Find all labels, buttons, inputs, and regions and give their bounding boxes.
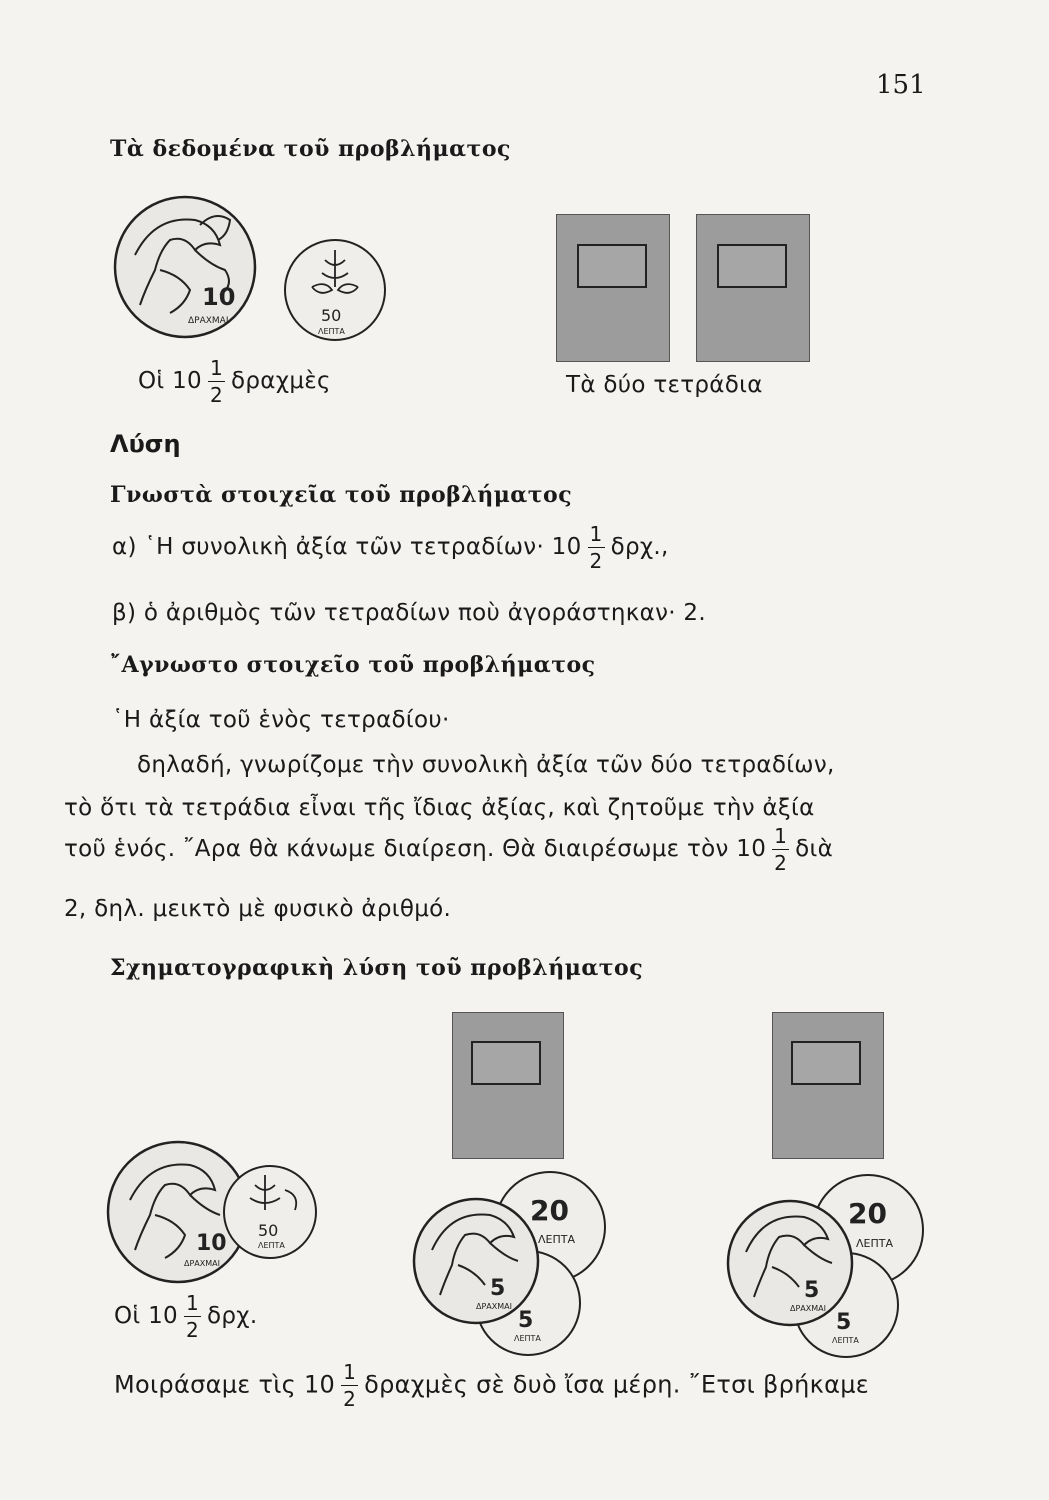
notebook-1 bbox=[556, 214, 670, 362]
svg-text:5: 5 bbox=[836, 1310, 852, 1335]
coins-illustration-top bbox=[100, 195, 400, 355]
unknown-line-5: 2, δηλ. μεικτὸ μὲ φυσικὸ ἀριθμό. bbox=[64, 896, 452, 922]
final-line: Μοιράσαμε τὶς 10 $\frac{1}{2}$ δραχμὲς σὲ δυὸ ἴσα μέρη. ῎Ετσι βρήκαμε bbox=[114, 1360, 870, 1411]
caption-notebooks: Τὰ δύο τετράδια bbox=[566, 372, 763, 398]
svg-text:ΔΡΑΧΜΑΙ: ΔΡΑΧΜΑΙ bbox=[188, 316, 229, 326]
svg-text:5: 5 bbox=[490, 1276, 506, 1301]
notebook-2 bbox=[696, 214, 810, 362]
known-data-title: Γνωστὰ στοιχεῖα τοῦ προβλήματος bbox=[110, 482, 573, 508]
section-title-given: Τὰ δεδομένα τοῦ προβλήματος bbox=[110, 136, 511, 162]
unknown-line-3: τὸ ὅτι τὰ τετράδια εἶναι τῆς ἴδιας ἀξίας, καὶ ζητοῦμε τὴν ἀξία bbox=[64, 795, 815, 821]
notebook-4 bbox=[772, 1012, 884, 1159]
coins-illustration-bottom-left bbox=[100, 1130, 330, 1290]
coins-illustration-bottom-middle bbox=[410, 1165, 610, 1365]
coins-illustration-bottom-right bbox=[718, 1165, 928, 1365]
unknown-line-4: τοῦ ἑνός. ῎Αρα θὰ κάνωμε διαίρεση. Θὰ διαιρέσωμε τὸν 10 $\frac{1}{2}$ διὰ bbox=[64, 824, 834, 875]
five-drachma-coin-2 bbox=[728, 1201, 852, 1325]
svg-text:20: 20 bbox=[848, 1197, 887, 1230]
svg-text:10: 10 bbox=[196, 1231, 227, 1256]
unknown-line-1: ῾Η ἀξία τοῦ ἑνὸς τετραδίου· bbox=[112, 707, 450, 733]
svg-text:50: 50 bbox=[258, 1221, 279, 1240]
svg-text:ΛΕΠΤΑ: ΛΕΠΤΑ bbox=[538, 1233, 575, 1246]
five-drachma-coin bbox=[414, 1199, 538, 1323]
svg-text:20: 20 bbox=[530, 1194, 569, 1227]
svg-text:ΛΕΠΤΑ: ΛΕΠΤΑ bbox=[318, 327, 345, 336]
svg-text:50: 50 bbox=[321, 306, 342, 325]
caption-money-bottom: Οἱ 10 $\frac{1}{2}$ δρχ. bbox=[114, 1291, 258, 1342]
fifty-lepta-coin-2 bbox=[224, 1166, 316, 1258]
svg-text:ΔΡΑΧΜΑΙ: ΔΡΑΧΜΑΙ bbox=[790, 1304, 826, 1313]
page-number: 151 bbox=[876, 70, 926, 100]
svg-text:ΛΕΠΤΑ: ΛΕΠΤΑ bbox=[856, 1237, 893, 1250]
svg-text:10: 10 bbox=[202, 283, 236, 311]
solution-heading: Λύση bbox=[110, 430, 181, 458]
svg-text:ΛΕΠΤΑ: ΛΕΠΤΑ bbox=[832, 1336, 859, 1345]
svg-text:ΔΡΑΧΜΑΙ: ΔΡΑΧΜΑΙ bbox=[476, 1302, 512, 1311]
known-item-b: β) ὁ ἀριθμὸς τῶν τετραδίων ποὺ ἀγοράστηκαν· 2. bbox=[112, 600, 706, 626]
unknown-data-title: ῎Αγνωστο στοιχεῖο τοῦ προβλήματος bbox=[110, 652, 596, 678]
svg-text:ΛΕΠΤΑ: ΛΕΠΤΑ bbox=[258, 1241, 285, 1250]
notebook-3 bbox=[452, 1012, 564, 1159]
fifty-lepta-coin bbox=[285, 240, 385, 340]
unknown-line-2: δηλαδή, γνωρίζομε τὴν συνολικὴ ἀξία τῶν δύο τετραδίων, bbox=[137, 752, 835, 778]
svg-text:5: 5 bbox=[804, 1278, 820, 1303]
graphic-solution-title: Σχηματογραφικὴ λύση τοῦ προβλήματος bbox=[110, 955, 644, 981]
svg-text:5: 5 bbox=[518, 1308, 534, 1333]
caption-money: Οἱ 10 $\frac{1}{2}$ δραχμὲς bbox=[138, 356, 331, 407]
svg-text:ΛΕΠΤΑ: ΛΕΠΤΑ bbox=[514, 1334, 541, 1343]
known-item-a: α) ῾Η συνολικὴ ἀξία τῶν τετραδίων· 10 $\frac{1}{2}$ δρχ., bbox=[112, 522, 669, 573]
svg-text:ΔΡΑΧΜΑΙ: ΔΡΑΧΜΑΙ bbox=[184, 1259, 220, 1268]
ten-drachma-coin bbox=[115, 197, 255, 337]
